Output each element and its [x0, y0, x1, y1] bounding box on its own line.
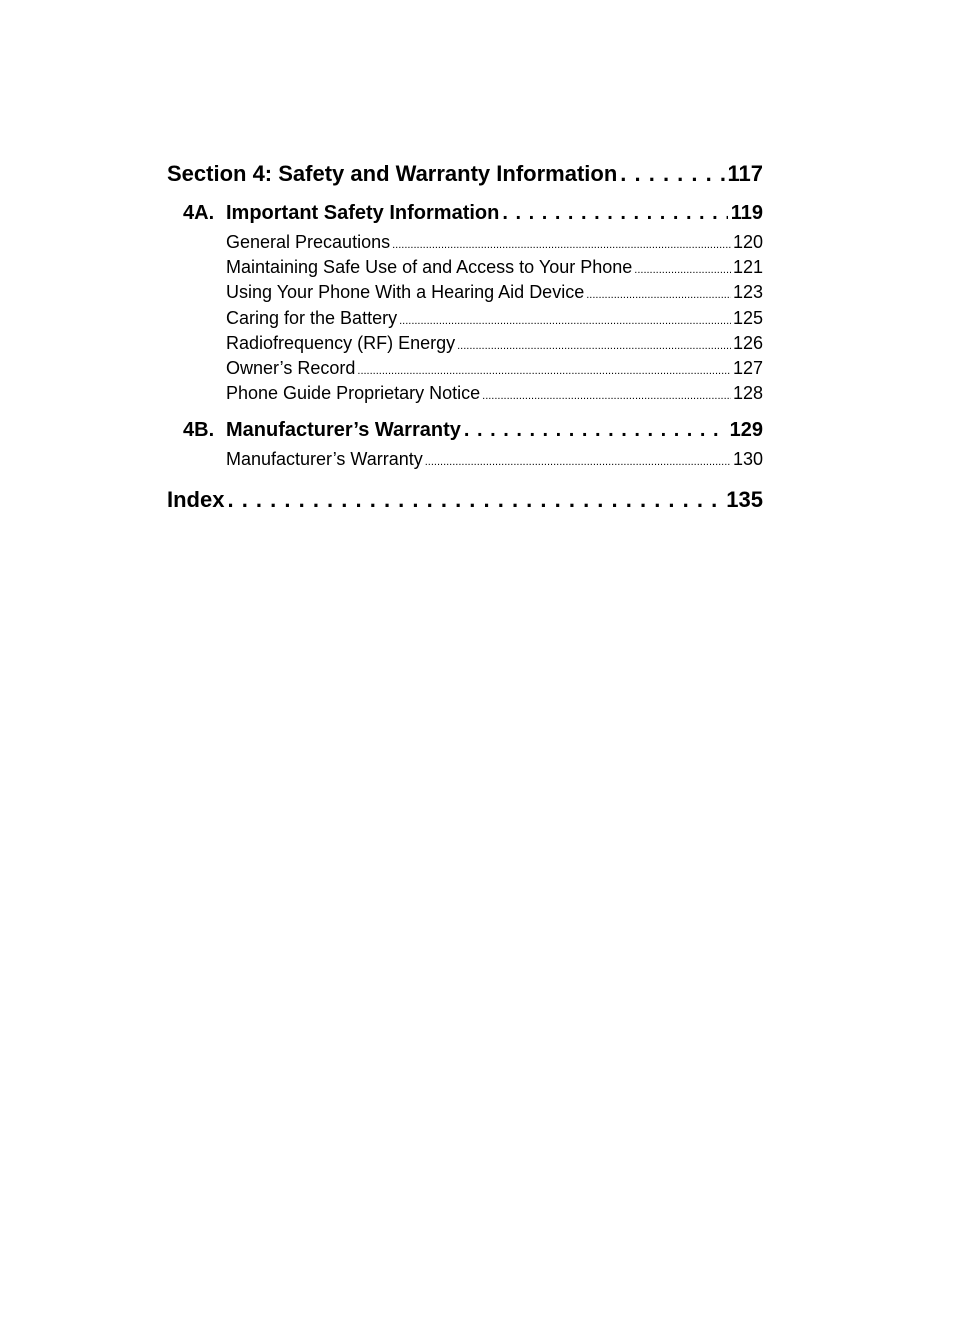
topic-page-number: 127 [732, 357, 763, 378]
topic-title: Caring for the Battery [226, 307, 398, 328]
toc-chapter-4a [167, 200, 763, 406]
chapter-number: 4A. [183, 202, 215, 224]
index-title: Index [167, 486, 225, 512]
chapter-topics-4a [183, 230, 763, 406]
chapter-title: Manufacturer’s Warranty [226, 419, 461, 442]
section-page-number: 117 [727, 161, 763, 186]
toc-section-4[interactable] [167, 157, 763, 191]
topic-title: Maintaining Safe Use of and Access to Your Phone [226, 257, 633, 278]
toc-topic-proprietary-notice[interactable] [226, 381, 763, 406]
topic-title: Radiofrequency (RF) Energy [226, 332, 456, 353]
toc-topic-general-precautions[interactable] [226, 230, 763, 255]
topic-title: Manufacturer’s Warranty [226, 449, 423, 470]
dot-leader [620, 157, 724, 191]
topic-title: Using Your Phone With a Hearing Aid Device [226, 282, 585, 303]
dot-leader [464, 417, 727, 443]
table-of-contents [167, 157, 763, 517]
section-title: Section 4: Safety and Warranty Information [167, 161, 618, 186]
toc-chapter-4b [167, 417, 763, 472]
dot-leader [482, 384, 731, 409]
chapter-page-number: 129 [729, 419, 763, 442]
topic-page-number: 126 [732, 332, 763, 353]
toc-topic-maintaining-safe-use[interactable] [226, 255, 763, 280]
topic-title: Owner’s Record [226, 357, 356, 378]
chapter-title: Important Safety Information [226, 202, 500, 224]
toc-topic-owners-record[interactable] [226, 356, 763, 381]
chapter-heading-4a[interactable] [183, 200, 763, 226]
dot-leader [502, 200, 727, 226]
toc-topic-rf-energy[interactable] [226, 331, 763, 356]
toc-topic-manufacturers-warranty[interactable] [226, 447, 763, 472]
dot-leader [425, 450, 731, 475]
dot-leader [227, 483, 723, 517]
toc-topic-hearing-aid[interactable] [226, 280, 763, 305]
topic-page-number: 130 [732, 449, 763, 470]
chapter-label [183, 200, 499, 226]
dot-leader [634, 258, 731, 283]
topic-page-number: 121 [732, 257, 763, 278]
dot-leader [457, 334, 731, 359]
topic-title: Phone Guide Proprietary Notice [226, 383, 481, 404]
toc-index[interactable] [167, 483, 763, 517]
topic-page-number: 128 [732, 383, 763, 404]
topic-title: General Precautions [226, 232, 391, 252]
chapter-number: 4B. [183, 419, 215, 442]
chapter-page-number: 119 [730, 202, 763, 224]
topic-page-number: 125 [732, 307, 763, 328]
index-page-number: 135 [726, 486, 763, 512]
topic-page-number: 123 [732, 282, 763, 303]
chapter-heading-4b[interactable] [183, 417, 763, 443]
toc-topic-caring-for-battery[interactable] [226, 306, 763, 331]
dot-leader [586, 283, 731, 308]
chapter-label [183, 417, 461, 443]
topic-page-number: 120 [732, 232, 763, 252]
chapter-topics-4b [183, 447, 763, 472]
